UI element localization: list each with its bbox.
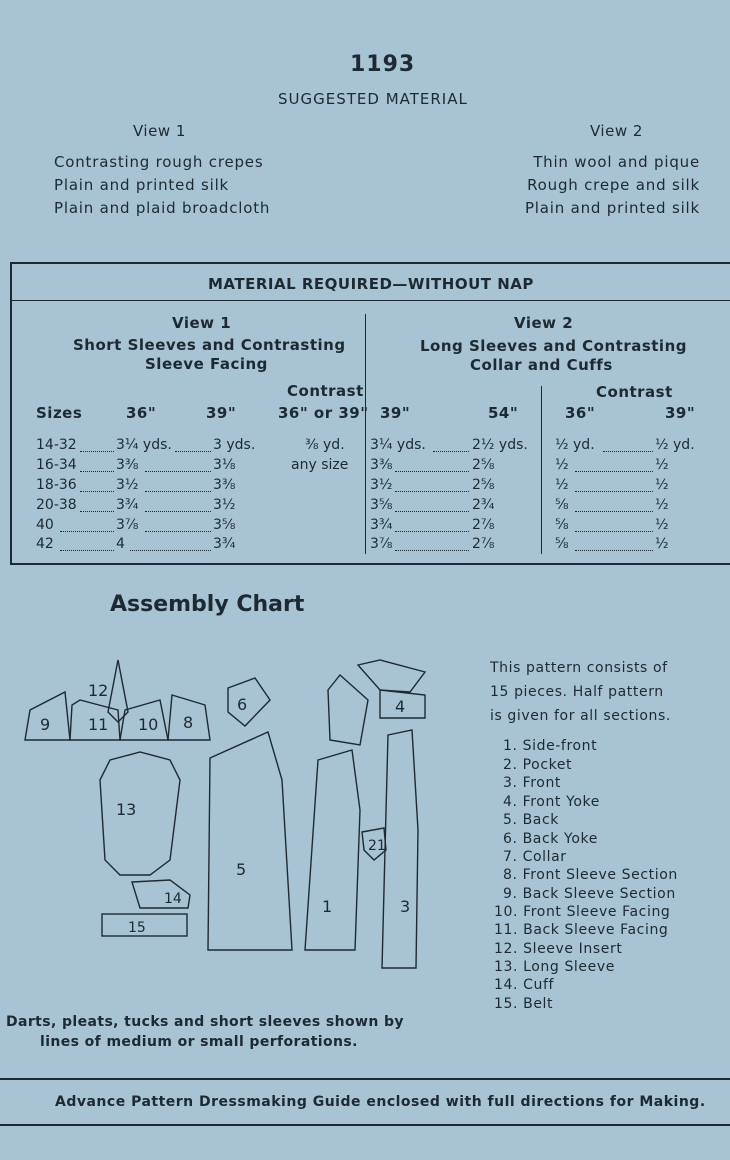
cell-contrast-39: ½	[655, 497, 669, 513]
cell-contrast-39: ½	[655, 517, 669, 533]
suggested-view1-item: Contrasting rough crepes	[54, 153, 264, 171]
cell-contrast-36: ½	[555, 457, 569, 473]
cell-contrast-36: ⅝	[555, 536, 569, 552]
col-header-v1-36: 36"	[126, 404, 157, 422]
table-view-divider	[365, 314, 366, 554]
cell-v1-contrast: ⅜ yd.	[305, 437, 345, 453]
perforation-note: lines of medium or small perforations.	[40, 1034, 358, 1050]
suggested-view2-item: Plain and printed silk	[524, 199, 700, 217]
col-header-v2-54: 54"	[488, 404, 519, 422]
cell-v2-54: 2⅝	[472, 457, 495, 473]
cell-v1-39: 3⅜	[213, 477, 236, 493]
list-item: 4. Front Yoke	[503, 794, 600, 810]
mr-view2-contrast-label: Contrast	[596, 383, 673, 401]
pattern-intro-line: This pattern consists of	[490, 660, 668, 676]
col-header-sizes: Sizes	[36, 404, 83, 422]
cell-v1-39: 3 yds.	[213, 437, 256, 453]
mr-view1-contrast-label: Contrast	[287, 382, 364, 400]
cell-v1-39: 3⅝	[213, 517, 236, 533]
mr-view1-desc1: Short Sleeves and Contrasting	[73, 336, 346, 354]
col-header-contrast-36: 36"	[565, 404, 596, 422]
pattern-intro-line: 15 pieces. Half pattern	[490, 684, 664, 700]
col-header-v1-39: 39"	[206, 404, 237, 422]
list-item: 14. Cuff	[494, 977, 555, 993]
cell-v1-36: 3½	[116, 477, 139, 493]
list-item: 5. Back	[503, 812, 559, 828]
cell-v2-39: 3¾	[370, 517, 393, 533]
list-item: 8. Front Sleeve Section	[503, 867, 678, 883]
cell-contrast-39: ½	[655, 536, 669, 552]
list-item: 3. Front	[503, 775, 562, 791]
table-contrast-divider	[541, 386, 542, 554]
cell-v1-36: 3⅜	[116, 457, 139, 473]
svg-text:11: 11	[88, 715, 109, 734]
list-item: 2. Pocket	[503, 757, 573, 773]
cell-contrast-36: ½ yd.	[555, 437, 595, 453]
col-header-v2-39: 39"	[380, 404, 411, 422]
cell-v2-54: 2⅝	[472, 477, 495, 493]
svg-text:8: 8	[183, 713, 194, 732]
cell-v2-54: 2½ yds.	[472, 437, 528, 453]
suggested-view2-item: Thin wool and pique	[533, 153, 700, 171]
cell-v2-54: 2¾	[472, 497, 495, 513]
cell-v2-39: 3⅜	[370, 457, 393, 473]
suggested-view2-item: Rough crepe and silk	[527, 176, 700, 194]
list-item: 15. Belt	[494, 996, 554, 1012]
svg-text:3: 3	[400, 897, 411, 916]
svg-text:6: 6	[237, 695, 248, 714]
cell-contrast-39: ½ yd.	[655, 437, 695, 453]
col-header-v1-contrast: 36" or 39"	[278, 404, 369, 422]
list-item: 12. Sleeve Insert	[494, 941, 623, 957]
list-item: 13. Long Sleeve	[494, 959, 615, 975]
svg-text:14: 14	[164, 891, 182, 907]
cell-contrast-36: ⅝	[555, 497, 569, 513]
cell-v1-39: 3½	[213, 497, 236, 513]
cell-contrast-36: ½	[555, 477, 569, 493]
mr-view1-desc2: Sleeve Facing	[145, 355, 268, 373]
list-item: 9. Back Sleeve Section	[503, 886, 676, 902]
mr-view1-label: View 1	[172, 314, 232, 332]
footer-text: Advance Pattern Dressmaking Guide enclosed with full directions for Making.	[55, 1094, 706, 1110]
cell-v2-54: 2⅞	[472, 517, 495, 533]
svg-text:15: 15	[128, 920, 146, 936]
material-required-title: MATERIAL REQUIRED—WITHOUT NAP	[208, 275, 534, 293]
assembly-diagram	[0, 650, 470, 1000]
col-header-contrast-39: 39"	[665, 404, 696, 422]
svg-text:9: 9	[40, 715, 51, 734]
table-bottom-rule	[10, 563, 730, 565]
suggested-view1-item: Plain and plaid broadcloth	[54, 199, 271, 217]
cell-size: 20-38	[36, 497, 77, 513]
cell-size: 14-32	[36, 437, 77, 453]
cell-v2-39: 3⅝	[370, 497, 393, 513]
suggested-view2-label: View 2	[590, 122, 643, 140]
list-item: 11. Back Sleeve Facing	[494, 922, 669, 938]
cell-v2-39: 3½	[370, 477, 393, 493]
footer-bottom-rule	[0, 1124, 730, 1126]
cell-contrast-39: ½	[655, 457, 669, 473]
pattern-intro-line: is given for all sections.	[490, 708, 671, 724]
pattern-number: 1193	[350, 52, 416, 77]
cell-v2-54: 2⅞	[472, 536, 495, 552]
svg-text:12: 12	[88, 681, 109, 700]
assembly-chart-title: Assembly Chart	[110, 592, 305, 617]
svg-text:21: 21	[368, 838, 386, 854]
cell-size: 16-34	[36, 457, 77, 473]
list-item: 10. Front Sleeve Facing	[494, 904, 671, 920]
cell-v1-36: 3¾	[116, 497, 139, 513]
list-item: 6. Back Yoke	[503, 831, 598, 847]
cell-v1-39: 3¾	[213, 536, 236, 552]
mr-view2-desc1: Long Sleeves and Contrasting	[420, 337, 687, 355]
mr-view2-label: View 2	[514, 314, 574, 332]
table-top-rule	[10, 262, 730, 264]
cell-v1-36: 3¼ yds.	[116, 437, 172, 453]
cell-v1-contrast: any size	[291, 457, 349, 473]
svg-text:13: 13	[116, 800, 137, 819]
mr-view2-desc2: Collar and Cuffs	[470, 356, 613, 374]
cell-v1-39: 3⅛	[213, 457, 236, 473]
list-item: 7. Collar	[503, 849, 567, 865]
cell-size: 42	[36, 536, 54, 552]
footer-top-rule	[0, 1078, 730, 1080]
cell-contrast-39: ½	[655, 477, 669, 493]
table-left-rule	[10, 262, 12, 565]
svg-text:1: 1	[322, 897, 333, 916]
cell-size: 40	[36, 517, 54, 533]
svg-text:4: 4	[395, 697, 406, 716]
cell-contrast-36: ⅝	[555, 517, 569, 533]
suggested-view1-label: View 1	[133, 122, 186, 140]
suggested-material-title: SUGGESTED MATERIAL	[278, 90, 468, 108]
cell-size: 18-36	[36, 477, 77, 493]
table-title-rule	[12, 300, 730, 301]
cell-v1-36: 4	[116, 536, 125, 552]
cell-v2-39: 3¼ yds.	[370, 437, 426, 453]
perforation-note: Darts, pleats, tucks and short sleeves shown by	[6, 1014, 404, 1030]
svg-text:5: 5	[236, 860, 247, 879]
cell-v1-36: 3⅞	[116, 517, 139, 533]
suggested-view1-item: Plain and printed silk	[54, 176, 230, 194]
cell-v2-39: 3⅞	[370, 536, 393, 552]
list-item: 1. Side-front	[503, 738, 598, 754]
svg-text:10: 10	[138, 715, 159, 734]
